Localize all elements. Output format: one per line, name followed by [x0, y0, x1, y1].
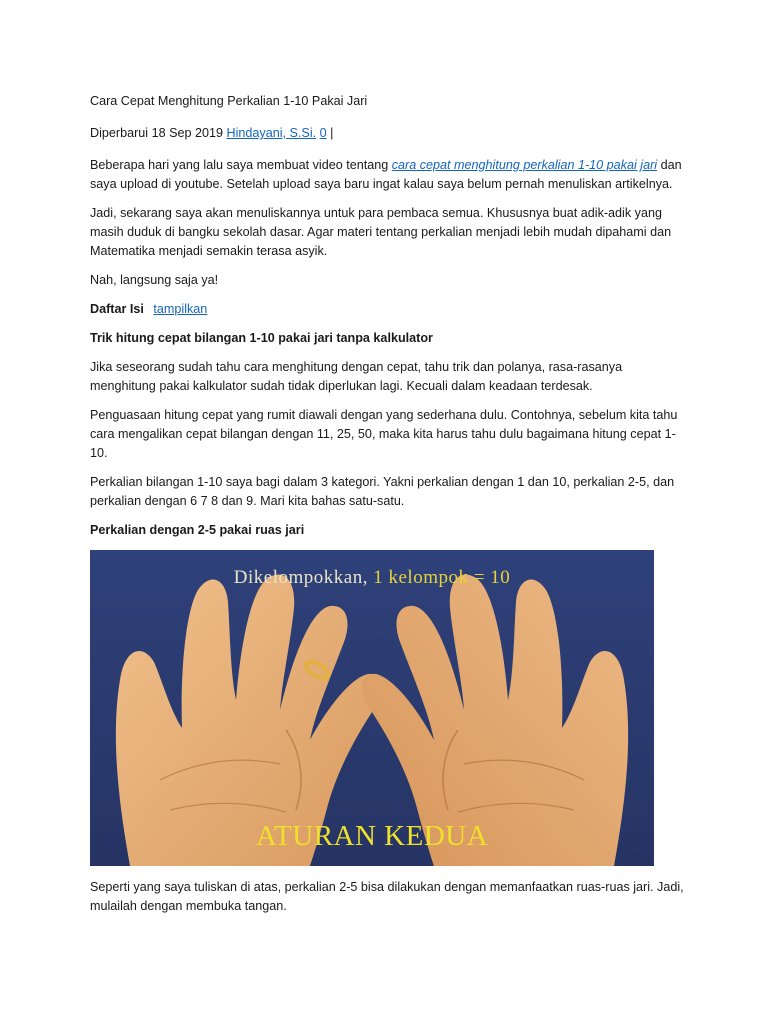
toc-label: Daftar Isi	[90, 302, 144, 316]
paragraph-purpose: Jadi, sekarang saya akan menuliskannya untuk para pembaca semua. Khususnya buat adik-adik yang masih duduk di bangku sekolah dasar. Agar materi tentang perkalian menjadi lebih mudah dipahami dan Matematika menjadi semakin terasa asyik.	[90, 206, 672, 258]
author-link[interactable]: Hindayani, S.Si.	[226, 126, 317, 140]
article	[90, 92, 690, 926]
toc-toggle-link[interactable]: tampilkan	[153, 302, 208, 316]
meta-separator: |	[330, 126, 334, 140]
intro-text-end: dan saya upload di youtube. Setelah upload saya baru ingat kalau saya belum pernah menuliskan artikelnya.	[90, 158, 682, 191]
paragraph-intro	[90, 156, 690, 194]
video-link[interactable]: cara cepat menghitung perkalian 1-10 pakai jari	[391, 158, 658, 172]
paragraph-start: Nah, langsung saja ya!	[90, 273, 219, 287]
caption-top-highlight: 1 kelompok = 10	[373, 567, 511, 588]
intro-text-start: Beberapa hari yang lalu saya membuat video tentang	[90, 158, 392, 172]
table-of-contents	[90, 300, 690, 319]
section-heading-knuckles: Perkalian dengan 2-5 pakai ruas jari	[90, 523, 305, 537]
article-meta	[90, 124, 690, 143]
paragraph-calculator: Jika seseorang sudah tahu cara menghitung dengan cepat, tahu trik dan polanya, rasa-rasanya menghitung pakai kalkulator sudah tidak diperlukan lagi. Kecuali dalam keadaan terdesak.	[90, 360, 623, 393]
caption-bottom: ATURAN KEDUA	[255, 820, 489, 852]
hands-illustration	[90, 550, 654, 866]
paragraph-open-hands: Seperti yang saya tuliskan di atas, perkalian 2-5 bisa dilakukan dengan memanfaatkan ruas-ruas jari. Jadi, mulailah dengan membuka tangan.	[90, 880, 684, 913]
paragraph-categories: Perkalian bilangan 1-10 saya bagi dalam 3 kategori. Yakni perkalian dengan 1 dan 10, perkalian 2-5, dan perkalian dengan 6 7 8 dan 9. Mari kita bahas satu-satu.	[90, 475, 675, 508]
section-heading-trick: Trik hitung cepat bilangan 1-10 pakai jari tanpa kalkulator	[90, 331, 433, 345]
paragraph-mastery: Penguasaan hitung cepat yang rumit diawali dengan yang sederhana dulu. Contohnya, sebelum kita tahu cara mengalikan cepat bilangan dengan 11, 25, 50, maka kita harus tahu dulu bagaimana hitung cepat 1-10.	[90, 408, 678, 460]
open-hands-image	[90, 550, 654, 866]
updated-date: Diperbarui 18 Sep 2019	[90, 126, 224, 140]
caption-top-text: Dikelompokkan,	[233, 567, 374, 588]
comments-count-link[interactable]: 0	[319, 126, 327, 140]
article-title: Cara Cepat Menghitung Perkalian 1-10 Pakai Jari	[90, 94, 368, 108]
caption-top	[90, 568, 654, 587]
